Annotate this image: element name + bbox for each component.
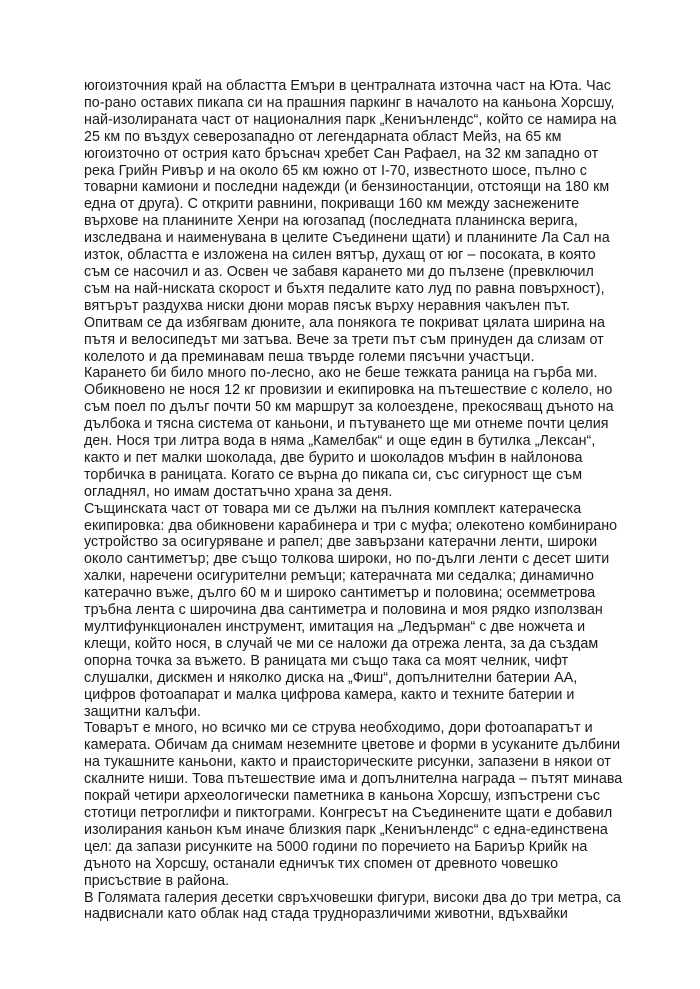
paragraph-5: В Голямата галерия десетки свръхчовешки фигури, високи два до три метра, са надвиснали като облак над стада трудноразличими животни, вдъхвайки xyxy=(84,889,622,923)
paragraph-4: Товарът е много, но всичко ми се струва необходимо, дори фотоапаратът и камерата. Обичам да снимам неземните цветове и форми в усуканите дълбини на тукашните каньони, както и праисторическите рисунки, запазени в някои от скалните ниши. Това пътешествие има и допълнителна награда – пътят минава покрай четири археологически паметника в каньона Хорсшу, изпъстрени със стотици петроглифи и пиктограми. Конгресът на Съединените щати е добавил изолирания каньон към иначе близкия парк „Кениънлендс“ с една-единствена цел: да запази рисунките на 5000 години по поречието на Бариър Крийк на дъното на Хорсшу, останали едничък тих спомен от древното човешко присъствие в района. xyxy=(84,720,623,889)
document-body xyxy=(84,78,624,923)
paragraph-3: Същинската част от товара ми се дължи на пълния комплект катераческа екипировка: два обикновени карабинера и три с муфа; олекотено комбинирано устройство за осигуряване и рапел; две завързани катерачни ленти, широки около сантиметър; две също толкова широки, но по-дълги ленти с десет шити халки, наречени осигурителни ремъци; катерачната ми седалка; динамично катерачно въже, дълго 60 м и широко сантиметър и половина; осемметрова тръбна лента с широчина два сантиметра и половина и моя рядко използван мултифункционален инструмент, имитация на „Ледърман“ с две ножчета и клещи, който нося, в случай че ми се наложи да отрежа лента, за да създам опорна точка за въжето. В раницата ми също така са моят челник, чифт слушалки, дискмен и няколко диска на „Фиш“, допълнителни батерии АА, цифров фотоапарат и малка цифрова камера, както и техните батерии и защитни калъфи. xyxy=(84,500,618,720)
paragraph-2: Карането би било много по-лесно, ако не беше тежката раница на гърба ми. Обикновено не нося 12 кг провизии и екипировка на пътешествие с колело, но съм поел по дълъг почти 50 км маршрут за колоездене, прекосяващ дъното на дълбока и тясна система от каньони, и пътуването ще ми отнеме почти целия ден. Нося три литра вода в няма „Камелбак“ и още един в бутилка „Лексан“, както и пет малки шоколада, две бурито и шоколадов мъфин в найлонова торбичка в раницата. Когато се върна до пикапа си, със сигурност ще съм огладнял, но имам достатъчно храна за деня. xyxy=(84,365,614,500)
paragraph-1: югоизточния край на областта Емъри в централната източна част на Юта. Час по-рано оставих пикапа си на прашния паркинг в началото на каньона Хорсшу, най-изолираната част от националния парк „Кениънлендс“, който се намира на 25 км по въздух северозападно от легендарната област Мейз, на 65 км югоизточно от острия като бръснач хребет Сан Рафаел, на 32 км западно от река Грийн Ривър и на около 65 км южно от I-70, известното шосе, пълно с товарни камиони и последни надежди (и бензиностанции, отстоящи на 180 км една от друга). С открити равнини, покриващи 160 км между заснежените върхове на планините Хенри на югозапад (последната планинска верига, изследвана и наименувана в целите Съединени щати) и планините Ла Сал на изток, областта е изложена на силен вятър, духащ от юг – посоката, в която съм се насочил и аз. Освен че забавя карането ми до пълзене (превключил съм на най-ниската скорост и бъхтя педалите като луд по равна повърхност), вятърът раздухва ниски дюни морав пясък върху неравния чакълен път. Опитвам се да избягвам дюните, ала понякога те покриват цялата ширина на пътя и велосипедът ми затъва. Вече за трети път съм принуден да слизам от колелото и да преминавам пеша твърде големи пясъчни участъци. xyxy=(84,78,617,365)
